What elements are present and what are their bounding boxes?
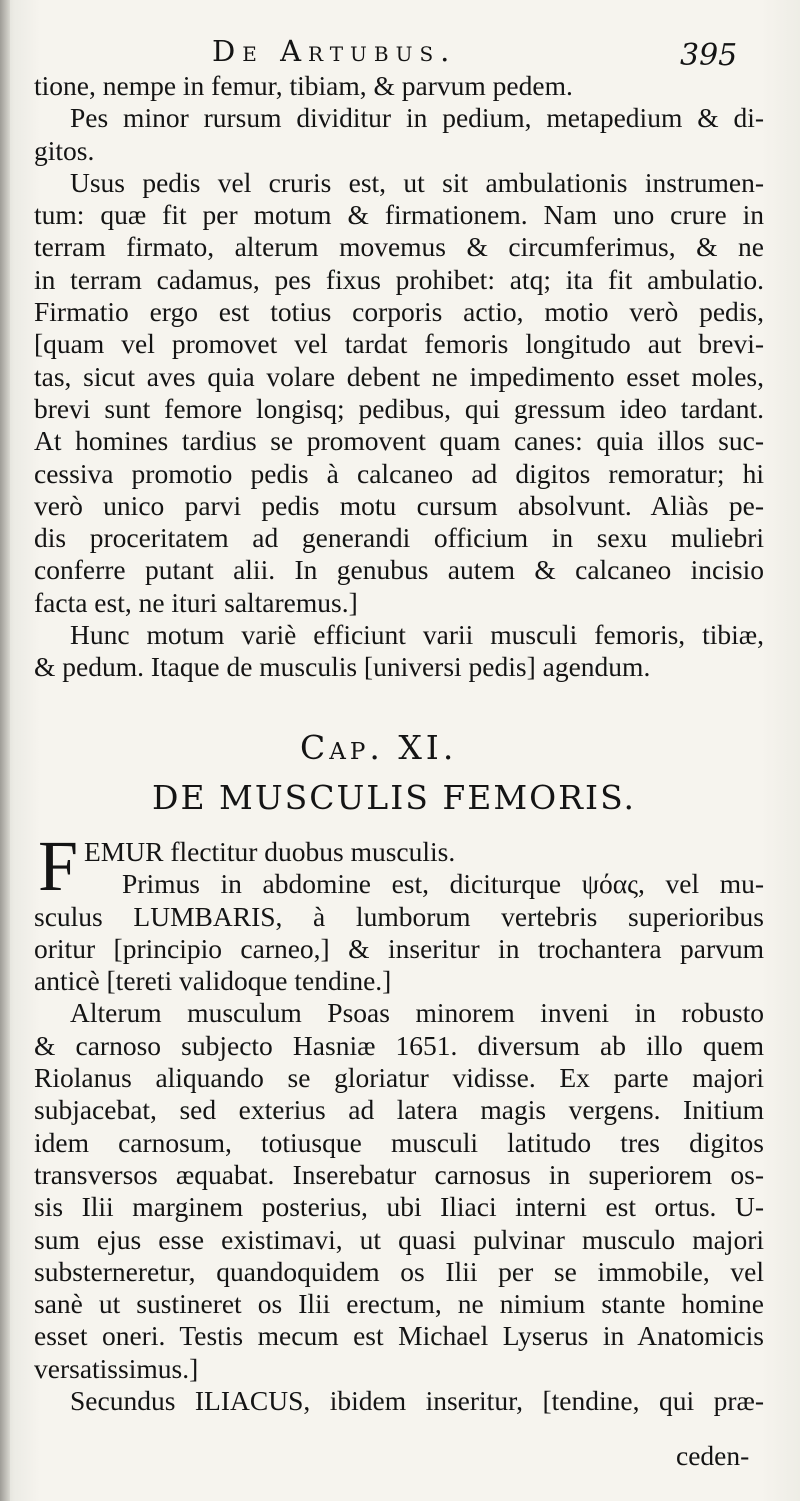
text-line: & carnoso subjecto Hasniæ 1651. diversum ab illo quem (34, 1029, 764, 1061)
text-line: tione, nempe in femur, tibiam, & parvum pedem. (34, 70, 573, 101)
page-number: 395 (680, 38, 738, 73)
text-line: facta est, ne ituri saltaremus.] (34, 586, 358, 618)
text-line: substerneretur, quandoquidem os Ilii per se immobile, vel (34, 1255, 764, 1287)
text-line: tas, sicut aves quia volare debent ne impedimento esset moles, (34, 360, 764, 392)
lower-text-block (34, 836, 764, 1417)
text-line: oritur [principio carneo,] & inseritur in trochantera parvum (34, 932, 764, 964)
text-line: Alterum musculum Psoas minorem inveni in robusto (70, 997, 764, 1029)
text-line: sis Ilii marginem posterius, ubi Iliaci interni est ortus. U- (34, 1191, 764, 1223)
text-line: cessiva promotio pedis à calcaneo ad digitos remoratur; hi (34, 457, 764, 489)
text-line: esset oneri. Testis mecum est Michael Lyserus in Anatomicis (34, 1320, 764, 1352)
text-line: versatissimus.] (34, 1352, 199, 1384)
text-line: gitos. (34, 134, 95, 166)
text-line: idem carnosum, totiusque musculi latitudo tres digitos (34, 1126, 764, 1158)
page-gutter-shadow (0, 0, 10, 1501)
text-line: Secundus ILIACUS, ibidem inseritur, [tendine, qui præ- (70, 1385, 764, 1417)
chapter-title: DE MUSCULIS FEMORIS. (152, 778, 636, 817)
text-line: tum: quæ fit per motum & firmationem. Nam uno crure in (34, 199, 764, 231)
text-line: subjacebat, sed exterius ad latera magis vergens. Initium (34, 1094, 764, 1126)
text-line: Pes minor rursum dividitur in pedium, metapedium & di- (70, 102, 764, 134)
text-line: anticè [tereti validoque tendine.] (34, 965, 392, 997)
text-line: sum ejus esse existimavi, ut quasi pulvinar musculo majori (34, 1223, 764, 1255)
text-line: Firmatio ergo est totius corporis actio, motio verò pedis, (34, 296, 764, 328)
text-line: & pedum. Itaque de musculis [universi pedis] agendum. (34, 651, 651, 683)
text-line: terram firmato, alterum movemus & circumferimus, & ne (34, 231, 764, 263)
catchword: ceden- (676, 1440, 750, 1471)
text-line: conferre putant alii. In genubus autem & calcaneo incisio (34, 554, 764, 586)
chapter-label: Cap. XI. (300, 728, 458, 767)
text-line: [quam vel promovet vel tardat femoris longitudo aut brevi- (34, 328, 764, 360)
text-line: At homines tardius se promovent quam canes: quia illos suc- (34, 425, 764, 457)
text-line: sculus LUMBARIS, à lumborum vertebris superioribus (34, 900, 764, 932)
upper-text-block (34, 70, 764, 684)
text-line: brevi sunt femore longisq; pedibus, qui gressum ideo tardant. (34, 392, 764, 424)
running-title: De Artubus. (212, 34, 457, 68)
text-line: verò unico parvi pedis motu cursum absolvunt. Aliàs pe- (34, 489, 764, 521)
drop-cap: F (38, 826, 79, 906)
text-line: transversos æquabat. Inserebatur carnosus in superiorem os- (34, 1158, 764, 1190)
text-line: Riolanus aliquando se gloriatur vidisse. Ex parte majori (34, 1062, 764, 1094)
text-line: Primus in abdomine est, diciturque ψόας, vel mu- (122, 868, 764, 900)
text-line: dis proceritatem ad generandi officium in sexu muliebri (34, 522, 764, 554)
text-line: Usus pedis vel cruris est, ut sit ambulationis instrumen- (70, 166, 764, 198)
text-line-first: EMUR flectitur duobus musculis. (84, 836, 456, 867)
text-line: Hunc motum variè efficiunt varii musculi femoris, tibiæ, (70, 619, 764, 651)
text-line: in terram cadamus, pes fixus prohibet: atq; ita fit ambulatio. (34, 263, 764, 295)
text-line: sanè ut sustineret os Ilii erectum, ne nimium stante homine (34, 1288, 764, 1320)
